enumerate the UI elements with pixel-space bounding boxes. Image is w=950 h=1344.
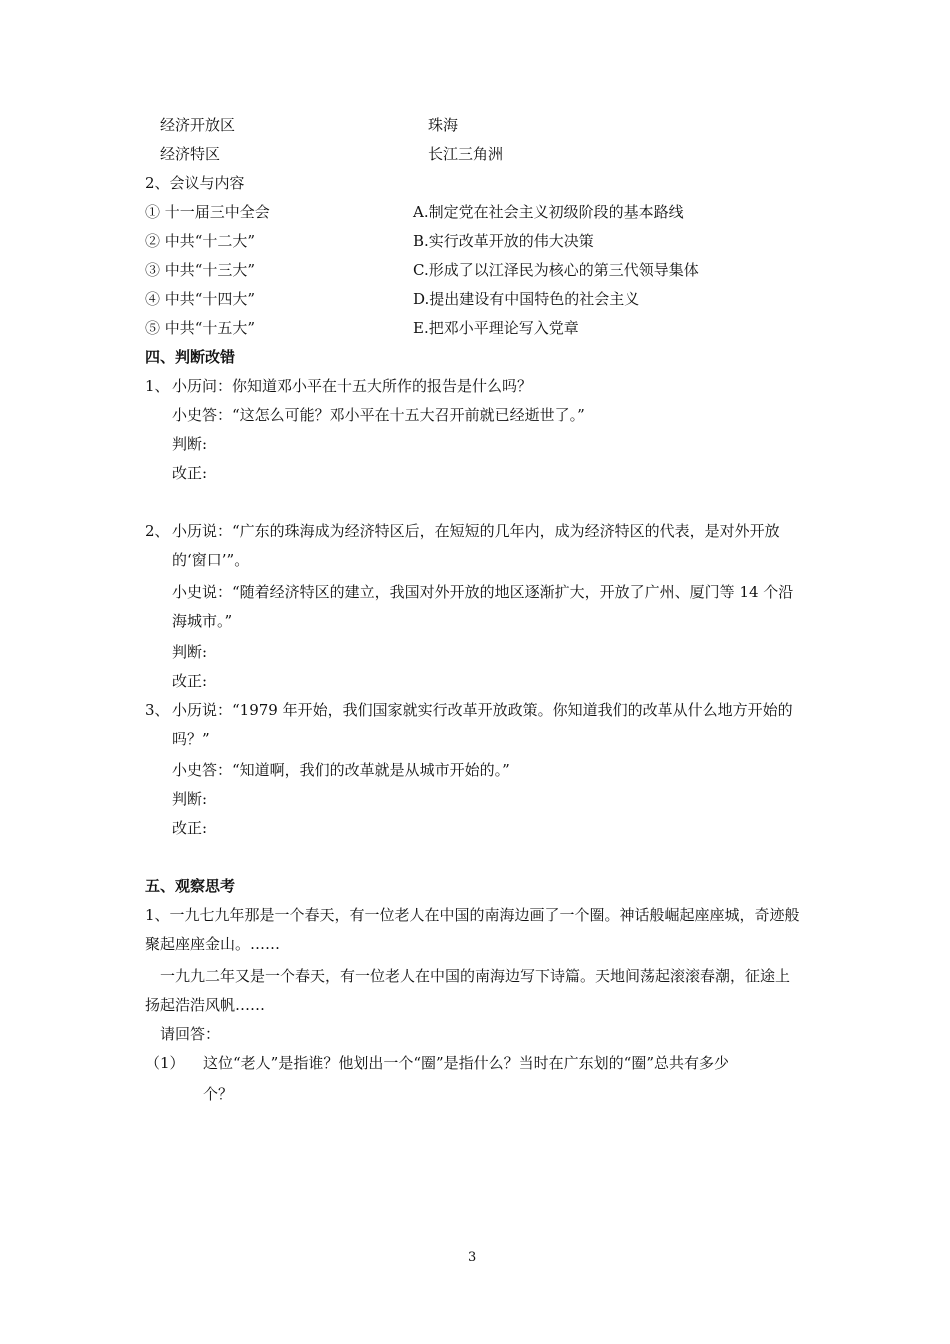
q2-judge-label: 判断: [172,643,208,661]
q1-correct-label: 改正: [172,464,208,482]
q1-line2: 小史答：“这怎么可能？邓小平在十五大召开前就已经逝世了。” [172,406,585,424]
subq1-number: （1） [145,1054,185,1072]
match2-right-2: B.实行改革开放的伟大决策 [413,232,594,250]
q3-line1: 小历说：“1979 年开始，我们国家就实行改革开放政策。你知道我们的改革从什么地方开始的 [172,701,793,719]
match2-left-4: ④ 中共“十四大” [145,290,256,308]
section4-heading: 四、判断改错 [145,348,236,366]
match2-left-2: ② 中共“十二大” [145,232,256,250]
match2-right-4: D.提出建设有中国特色的社会主义 [413,290,640,308]
section5-heading: 五、观察思考 [145,877,236,895]
poem2-line2: 扬起浩浩风帆…… [145,996,266,1014]
q3-line3: 小史答：“知道啊，我们的改革就是从城市开始的。” [172,761,510,779]
q3-number: 3、 [145,701,170,719]
match1-right-1: 珠海 [428,116,459,134]
subq1-line1: 这位“老人”是指谁？他划出一个“圈”是指什么？当时在广东划的“圈”总共有多少 [203,1054,730,1072]
poem1-line2: 聚起座座金山。…… [145,935,281,953]
q2-line3: 小史说：“随着经济特区的建立，我国对外开放的地区逐渐扩大，开放了广州、厦门等 14 个沿 [172,583,794,601]
q3-correct-label: 改正: [172,819,208,837]
q3-line2: 吗？” [172,730,210,748]
match2-right-5: E.把邓小平理论写入党章 [413,319,579,337]
match2-left-5: ⑤ 中共“十五大” [145,319,256,337]
q2-line1: 小历说：“广东的珠海成为经济特区后，在短短的几年内，成为经济特区的代表，是对外开放 [172,522,780,540]
subq1-line2: 个？ [203,1085,234,1103]
match2-left-1: ① 十一届三中全会 [145,203,270,221]
q3-judge-label: 判断: [172,790,208,808]
q2-line2: 的‘窗口’”。 [172,551,250,569]
matching2-title: 2、会议与内容 [145,174,245,192]
match2-right-1: A.制定党在社会主义初级阶段的基本路线 [413,203,684,221]
match1-left-1: 经济开放区 [160,116,236,134]
poem1-line1: 1、一九七九年那是一个春天，有一位老人在中国的南海边画了一个圈。神话般崛起座座城，奇迹般 [145,906,800,924]
match2-left-3: ③ 中共“十三大” [145,261,256,279]
q2-line4: 海城市。” [172,612,233,630]
q1-judge-label: 判断: [172,435,208,453]
q2-correct-label: 改正: [172,672,208,690]
q1-line1: 小历问：你知道邓小平在十五大所作的报告是什么吗？ [172,377,533,395]
match1-left-2: 经济特区 [160,145,221,163]
poem2-line1: 一九九二年又是一个春天，有一位老人在中国的南海边写下诗篇。天地间荡起滚滚春潮，征途上 [160,967,791,985]
answer-prompt: 请回答： [160,1025,221,1043]
match2-right-3: C.形成了以江泽民为核心的第三代领导集体 [413,261,699,279]
q2-number: 2、 [145,522,170,540]
q1-number: 1、 [145,377,170,395]
match1-right-2: 长江三角洲 [428,145,504,163]
page-number: 3 [468,1250,477,1265]
